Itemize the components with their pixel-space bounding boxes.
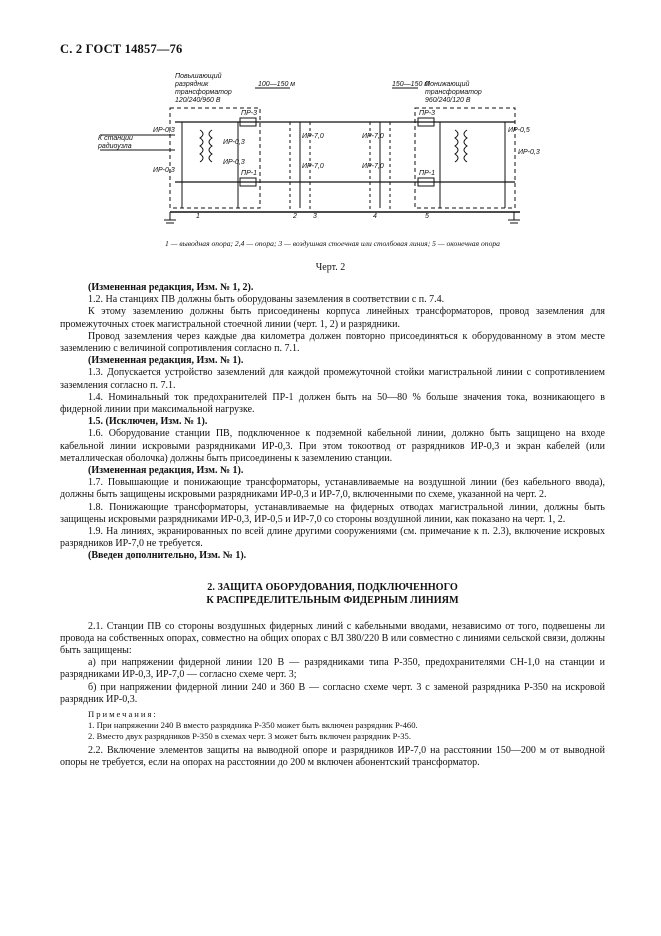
paragraph: а) при напряжении фидерной линии 120 В — разрядниками типа Р-350, предохранителями СН-1,0 на станции и разрядниками ИР-0,3, ИР-7,0 — согласно схеме черт. 3;: [60, 657, 605, 681]
arrester-label: ИР-0,3: [518, 149, 540, 156]
arrester-label: ИР-7,0: [302, 133, 324, 140]
left-title-2: разрядник: [175, 81, 209, 88]
pole-number: 4: [373, 213, 377, 220]
paragraph: 1.2. На станциях ПВ должны быть оборудованы заземления в соответствии с п. 7.4.: [88, 294, 445, 306]
paragraph: (Измененная редакция, Изм. № 1, 2).: [88, 282, 254, 293]
paragraph: б) при напряжении фидерной линии 240 и 360 В — согласно схеме черт. 3 с заменой разрядника Р-350 на искровой разрядник ИР-0,3.: [60, 681, 605, 705]
left-title-3: трансформатор: [175, 89, 232, 96]
pole-number: 1: [196, 213, 200, 220]
right-title-3: 960/240/120 В: [425, 97, 471, 104]
source-label-1: К станции: [98, 135, 133, 142]
section-title: [60, 581, 605, 607]
note: 2. Вместо двух разрядников Р-350 в схемах черт. 3 может быть включен разрядник Р-35.: [88, 731, 411, 742]
document-body: [60, 282, 605, 770]
paragraph: (Введен дополнительно, Изм. № 1).: [88, 550, 247, 562]
source-label-2: радиоузла: [98, 143, 132, 150]
circuit-diagram: [0, 60, 661, 240]
paragraph: (Измененная редакция, Изм. № 1).: [88, 465, 244, 477]
paragraph: К этому заземлению должны быть присоединены корпуса линейных трансформаторов, провод заземления для промежуточных стоек магистральной стоечной линии (черт. 1, 2) и разрядники.: [60, 306, 605, 330]
arrester-label: ИР-0,3: [153, 167, 175, 174]
paragraph: 2.1. Станции ПВ со стороны воздушных фидерных линий с кабельными вводами, независимо от того, подвешены ли провода на собственных опорах, совместно на общих опорах с ВЛ 380/220 В или совместно с линиями сельской связи, должны быть защищены:: [60, 620, 605, 657]
fuse-pr3-left: ПР-3: [241, 110, 257, 117]
arrester-label: ИР-7,0: [362, 163, 384, 170]
section-title-line: 2. ЗАЩИТА ОБОРУДОВАНИЯ, ПОДКЛЮЧЕННОГО: [207, 581, 458, 593]
paragraph: (Измененная редакция, Изм. № 1).: [88, 355, 244, 367]
pole-number: 3: [313, 213, 317, 220]
paragraph: 1.7. Повышающие и понижающие трансформаторы, устанавливаемые на воздушной линии (без кабельного ввода), должны быть защищены искровыми разрядниками ИР-0,3 и ИР-7,0, включенными по схеме, указанной на черт. 2.: [60, 477, 605, 501]
paragraph: Провод заземления через каждые два километра должен повторно присоединяться к оборудованному в этом месте заземлению с величиной сопротивления согласно п. 7.1.: [60, 330, 605, 355]
paragraph: 1.5. (Исключен, Изм. № 1).: [88, 416, 208, 428]
paragraph: 1.6. Оборудование станции ПВ, подключенное к подземной кабельной линии, должно быть защищено на входе кабельной линии искровыми разрядниками ИР-0,3. При этом токоотвод от разрядников ИР-0,3 и экран кабелей (или металлическая оболочка) должны быть присоединены к заземлению станции.: [60, 428, 605, 464]
pole-number: 2: [293, 213, 297, 220]
distance-left: 100—150 м: [258, 81, 296, 88]
paragraph: 1.9. На линиях, экранированных по всей длине другими сооружениями (см. примечание к п. 2.3), включение искровых разрядников ИР-7,0 не требуется.: [60, 526, 605, 550]
right-title-1: Понижающий: [425, 81, 470, 88]
figure-number: Черт. 2: [315, 262, 346, 273]
fuse-pr1-left: ПР-1: [241, 170, 257, 177]
distance-right: 150—150 м: [392, 81, 430, 88]
paragraph: 2.2. Включение элементов защиты на выводной опоре и разрядников ИР-7,0 на расстоянии 150—200 м от выводной опоры не требуется, если на опорах на расстоянии до 200 м включен абонентский трансформатор.: [60, 745, 605, 769]
paragraph: 1.8. Понижающие трансформаторы, устанавливаемые на фидерных отводах магистральной линии, должны быть защищены искровыми разрядниками ИР-0,3, ИР-0,5 и ИР-7,0 со стороны воздушной линии, как показано на черт. 1, 2.: [60, 501, 605, 525]
right-title-2: трансформатор: [425, 89, 482, 96]
pole-number: 5: [425, 213, 429, 220]
arrester-label: ИР-0,5: [508, 127, 530, 134]
paragraph: 1.4. Номинальный ток предохранителей ПР-1 должен быть на 50—80 % больше значения тока, возникающего в фидерной линии при максимальной нагрузке.: [60, 391, 605, 416]
arrester-label: ИР-0,3: [223, 139, 245, 146]
arrester-label: ИР-7,0: [362, 133, 384, 140]
fuse-pr1-right: ПР-1: [419, 170, 435, 177]
note: 1. При напряжении 240 В вместо разрядника Р-350 может быть включен разрядник Р-460.: [88, 720, 418, 731]
arrester-label: ИР-0,3: [153, 127, 175, 134]
arrester-label: ИР-0,3: [223, 159, 245, 166]
left-title-4: 120/240/960 В: [175, 97, 221, 104]
figure-caption: 1 — выводная опора; 2,4 — опора; 3 — воздушная стоечная или столбовая линия; 5 — оконечная опора: [165, 239, 500, 248]
paragraph: 1.3. Допускается устройство заземлений для каждой промежуточной стойки магистральной линии с сопротивлением заземления согласно п. 7.1.: [60, 367, 605, 391]
page-header: С. 2 ГОСТ 14857—76: [60, 42, 183, 56]
notes-title: Примечания:: [88, 709, 158, 720]
arrester-label: ИР-7,0: [302, 163, 324, 170]
fuse-pr3-right: ПР-3: [419, 110, 435, 117]
section-title-line: К РАСПРЕДЕЛИТЕЛЬНЫМ ФИДЕРНЫМ ЛИНИЯМ: [206, 594, 459, 606]
left-title-1: Повышающий: [175, 73, 222, 80]
